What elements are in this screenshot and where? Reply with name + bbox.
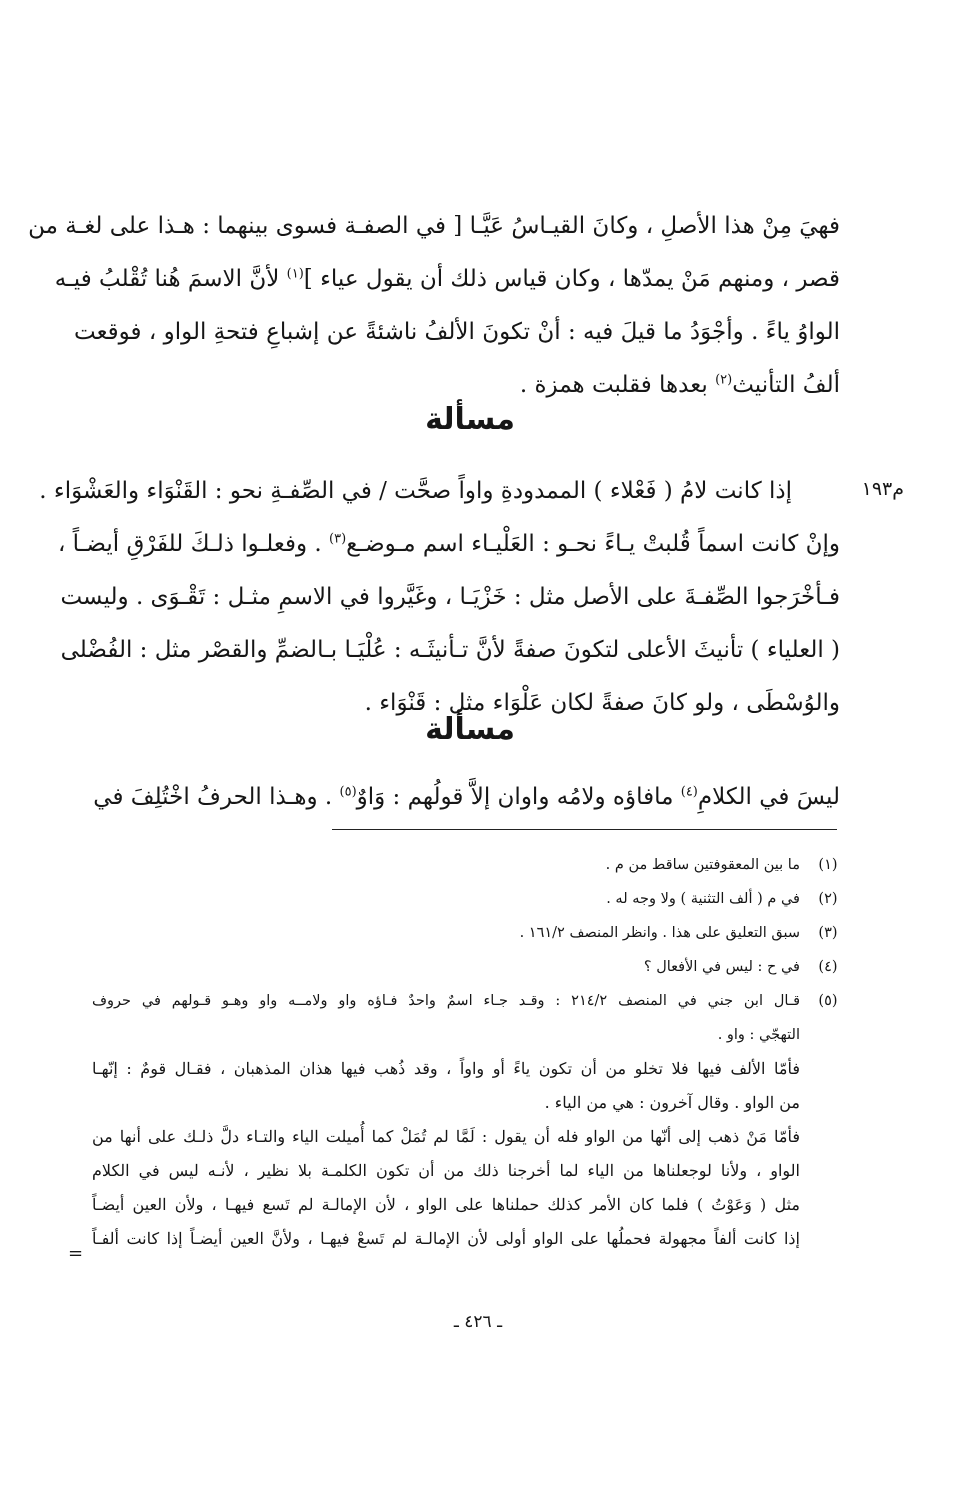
text-line: إذا كانت لامُ ( فَعْلاء ) الممدودةِ واواً صحَّت / في الصِّفـةِ نحو : القَنْوَاء والعَشْوَاء . — [39, 478, 792, 504]
paragraph-2 — [39, 465, 840, 730]
text-line: الواوُ ياءً . وأجْوَدُ ما قيلَ فيه : أنْ تكونَ الألفُ ناشئةً عن إشباعِ فتحةِ الواو ، فوقعت — [74, 319, 840, 345]
footnotes — [92, 848, 840, 1256]
footnote-divider — [332, 829, 837, 830]
text-line: قصر ، ومنهم مَنْ يمدّها ، وكان قياس ذلك أن يقول عياء ]$^{(١)}$ لأنَّ الاسمَ هُنا تُقْلبُ فيـه — [54, 266, 840, 292]
footnote — [92, 916, 840, 950]
text-line: والوُسْطَى ، ولو كانَ صفةً لكان عَلْوَاء مثل : قَنْوَاء . — [364, 690, 840, 716]
footnote — [92, 984, 840, 1052]
footnote-text: الواو ، ولأنا لوجعلناها من الياء لما أخرجنا ذلك من أن تكون الكلمـة بلا نظير ، لأنـه ليس في الكلام — [92, 1161, 800, 1180]
page-number: ـ ٤٢٦ ـ — [453, 1312, 503, 1332]
footnote-number: (١) — [818, 857, 838, 873]
footnote-text: من الواو . وقال آخرون : هي من الياء . — [544, 1093, 800, 1112]
footnote-number: (٣) — [818, 925, 838, 941]
paragraph-1 — [28, 200, 840, 412]
section-heading: مسألة — [425, 402, 515, 437]
footnote-text: ما بين المعقوفتين ساقط من م . — [605, 857, 800, 873]
footnote-number: (٢) — [818, 891, 838, 907]
footnote-number: (٤) — [818, 959, 838, 975]
footnote-text: فأمّا الألف فيها فلا تخلو من أن تكون ياءً أو واواً ، وقد ذُهب فيها هذان المذهبان ، فقـال قومٌ : إنّهـا — [92, 1059, 800, 1078]
footnote-number: (٥) — [818, 993, 838, 1009]
footnote-text: مثل ( وَعَوْتُ ) فلما كان الأمر كذلك حملناها على الواو ، لأن الإمالـة لم تَسع فيهـا ، ولأن العين أيضـاً — [92, 1195, 800, 1214]
text-line: ليسَ في الكلامِ$^{(٤)}$ مافاؤه ولامُه واوان إلاَّ قولُهم : وَاوٌ$^{(٥)}$ . وهـذا الحرفُ اخْتُلِفَ في — [93, 784, 840, 810]
margin-reference: م١٩٣ — [861, 478, 904, 500]
text-line: فـأخْرَجوا الصِّفـةَ على الأصل مثل : خَزْيَـا ، وغَيَّروا في الاسمِ مثـل : تَقْـوَى . وليست — [60, 584, 840, 610]
footnote-text: إذا كانت ألفاً مجهولة فحملُها على الواو أولى لأن الإمالـة لم تَسعْ فيهـا ، ولأنَّ العين أيضـاً إذا كانت ألفـاً — [92, 1229, 801, 1248]
footnote-ref[interactable]: (١) — [286, 266, 304, 282]
footnote-ref[interactable]: (٥) — [339, 784, 357, 800]
footnote — [92, 848, 840, 882]
footnote-ref[interactable]: (٢) — [715, 372, 733, 388]
footnote-text: في ح : ليس في الأفعال ؟ — [643, 959, 800, 975]
footnote-ref[interactable]: (٤) — [680, 784, 698, 800]
text-line: فهيَ مِنْ هذا الأصلِ ، وكانَ القيـاسُ عَيَّـا [ في الصفـة فسوى بينهما : هـذا على لغـة من — [28, 213, 840, 239]
continuation-mark: = — [68, 1243, 84, 1264]
footnote-text: قـال ابن جني في المنصف ٢١٤/٢ : وقـد جـاء اسمٌ واحدٌ فـاؤه واو ولامــه واو وهـو قـولهم في حروف — [92, 993, 800, 1009]
footnote-text: في م ( ألف التثنية ) ولا وجه له . — [606, 891, 800, 907]
paragraph-3 — [93, 771, 840, 824]
footnote-continuation — [92, 1052, 800, 1256]
footnote-text: سبق التعليق على هذا . وانظر المنصف ١٦١/٢ . — [519, 925, 800, 941]
footnote — [92, 882, 840, 916]
text-line: ( العلياء ) تأنيثَ الأعلى لتكونَ صفةً لأنَّ تـأنيثَـه : عُلْيَـا بـالضمِّ والقصْر مثل : الفُضْلى — [60, 637, 840, 663]
footnote — [92, 950, 840, 984]
text-line: ألفُ التأنيث$^{(٢)}$ بعدها فقلبت همزة . — [519, 372, 840, 398]
footnote-text: التهجّي : واو . — [717, 1027, 800, 1043]
footnote-ref[interactable]: (٣) — [329, 531, 347, 547]
section-heading: مسألة — [425, 712, 515, 747]
text-line: وإنْ كانت اسماً قُلبتْ يـاءً نحـو : العَلْيـاء اسم مـوضـع$^{(٣)}$ . وفعلـوا ذلـكَ للفَرْقِ أيضـاً ، — [57, 531, 840, 557]
footnote-text: فأمّا مَنْ ذهب إلى أنّها من الواو فله أن يقول : لَمَّا لم تُمَلْ كما أُميلت الياء والتـاء دلَّ ذلـك على أنها من — [92, 1127, 801, 1146]
